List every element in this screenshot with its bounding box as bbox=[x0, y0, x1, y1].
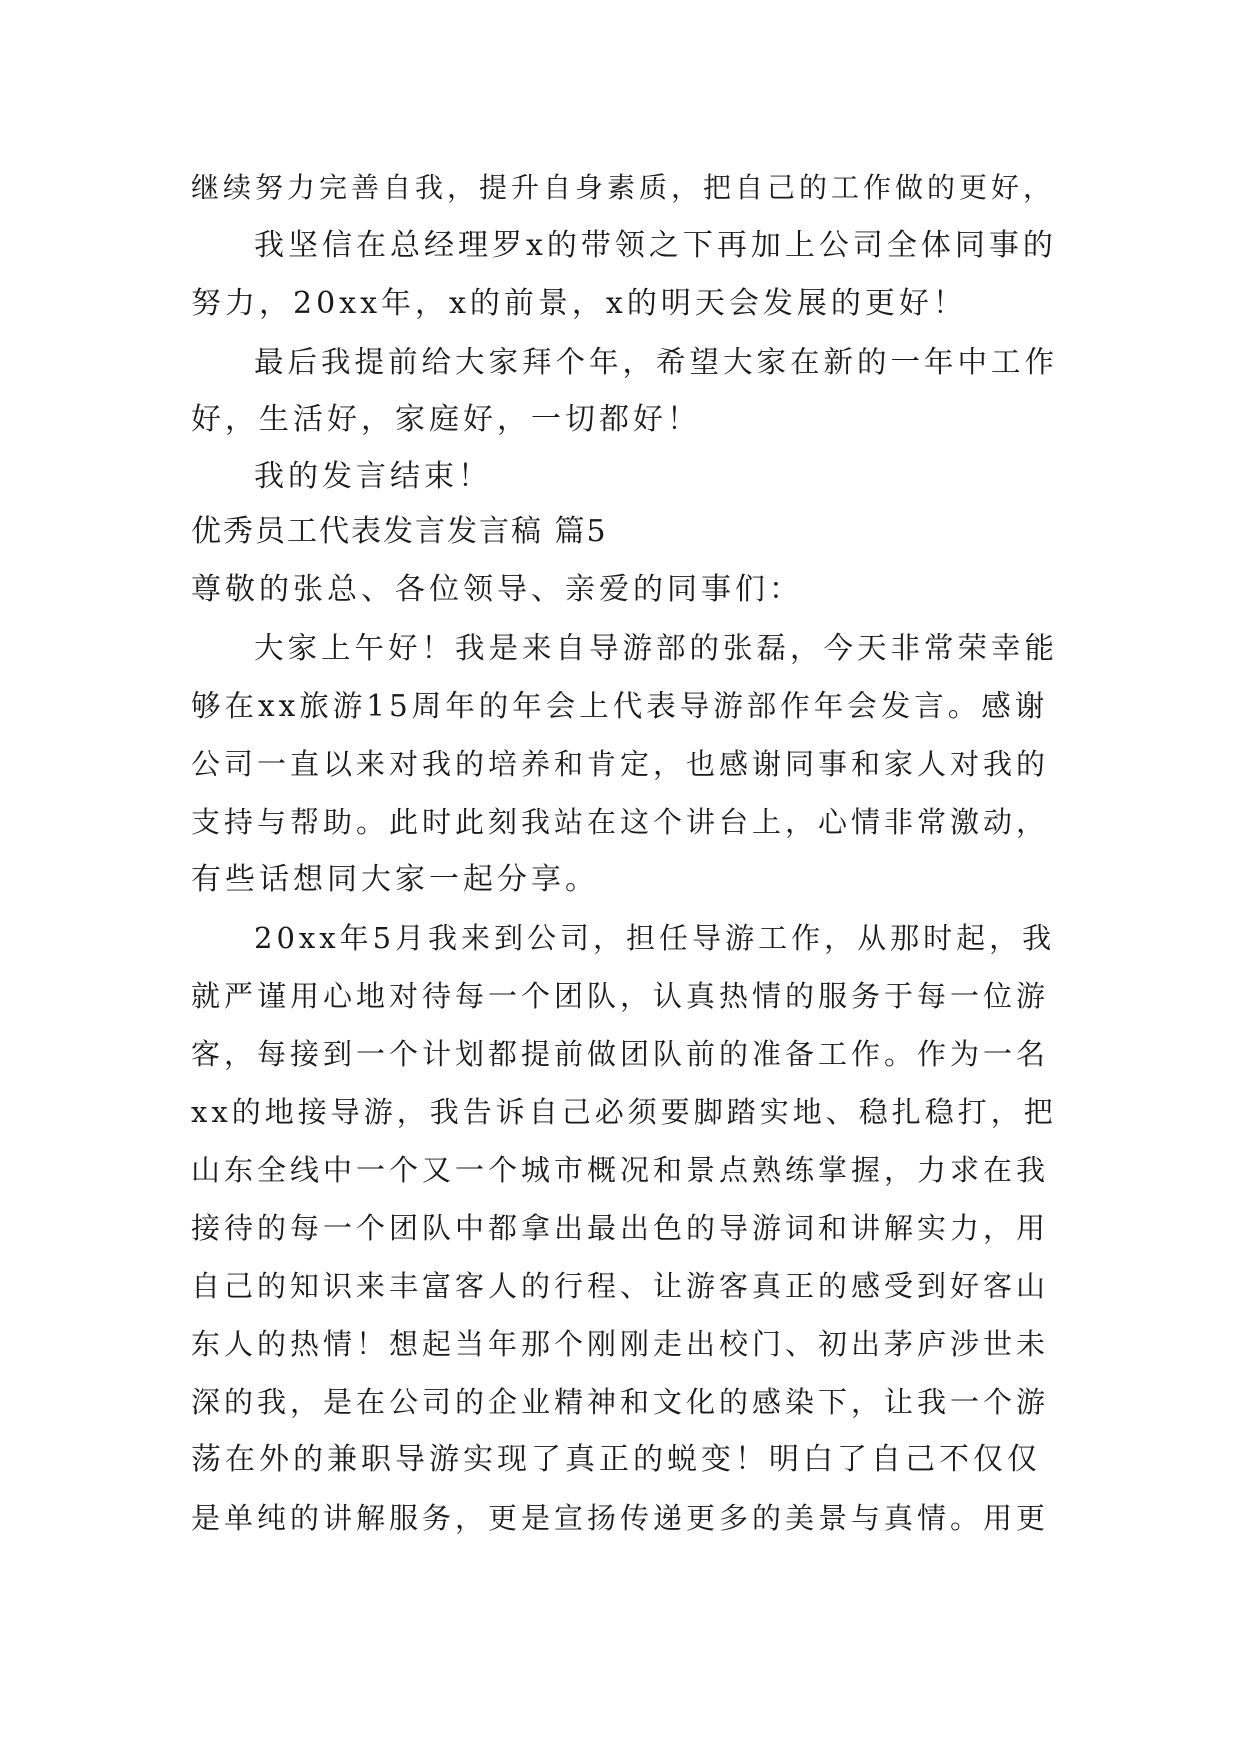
paragraph-line: 大家上午好！我是来自导游部的张磊，今天非常荣幸能 bbox=[254, 631, 1059, 665]
paragraph-line: 我的发言结束！ bbox=[254, 459, 492, 494]
text-line: 有些话想同大家一起分享。 bbox=[191, 862, 599, 897]
text-line: 公司一直以来对我的培养和肯定，也感谢同事和家人对我的 bbox=[191, 747, 1050, 781]
text-line: 接待的每一个团队中都拿出最出色的导游词和讲解实力，用 bbox=[191, 1211, 1050, 1245]
text-line: 客，每接到一个计划都提前做团队前的准备工作。作为一名 bbox=[191, 1037, 1050, 1071]
section-heading: 优秀员工代表发言发言稿 篇5 bbox=[191, 514, 608, 549]
text-line: 努力，20xx年，x的前景，x的明天会发展的更好！ bbox=[191, 286, 967, 321]
salutation-line: 尊敬的张总、各位领导、亲爱的同事们： bbox=[191, 572, 803, 607]
paragraph-line: 20xx年5月我来到公司，担任导游工作，从那时起，我 bbox=[254, 921, 1056, 955]
text-line: 荡在外的兼职导游实现了真正的蜕变！明白了自己不仅仅 bbox=[191, 1442, 1041, 1477]
text-line: 够在xx旅游15周年的年会上代表导游部作年会发言。感谢 bbox=[191, 689, 1049, 723]
text-line: 东人的热情！想起当年那个刚刚走出校门、初出茅庐涉世未 bbox=[191, 1327, 1050, 1361]
paragraph-line: 最后我提前给大家拜个年，希望大家在新的一年中工作 bbox=[254, 345, 1059, 379]
text-line: 深的我，是在公司的企业精神和文化的感染下，让我一个游 bbox=[191, 1385, 1050, 1419]
text-line: 是单纯的讲解服务，更是宣扬传递更多的美景与真情。用更 bbox=[191, 1501, 1050, 1535]
text-line: xx的地接导游，我告诉自己必须要脚踏实地、稳扎稳打，把 bbox=[191, 1095, 1057, 1129]
paragraph-line: 我坚信在总经理罗x的带领之下再加上公司全体同事的 bbox=[254, 228, 1057, 263]
text-line: 自己的知识来丰富客人的行程、让游客真正的感受到好客山 bbox=[191, 1269, 1050, 1303]
text-line: 支持与帮助。此时此刻我站在这个讲台上，心情非常激动， bbox=[191, 805, 1050, 839]
text-line: 继续努力完善自我，提升自身素质，把自己的工作做的更好， bbox=[191, 171, 1056, 204]
text-line: 就严谨用心地对待每一个团队，认真热情的服务于每一位游 bbox=[191, 979, 1050, 1013]
text-line: 好，生活好，家庭好，一切都好！ bbox=[191, 402, 701, 437]
text-line: 山东全线中一个又一个城市概况和景点熟练掌握，力求在我 bbox=[191, 1153, 1050, 1187]
